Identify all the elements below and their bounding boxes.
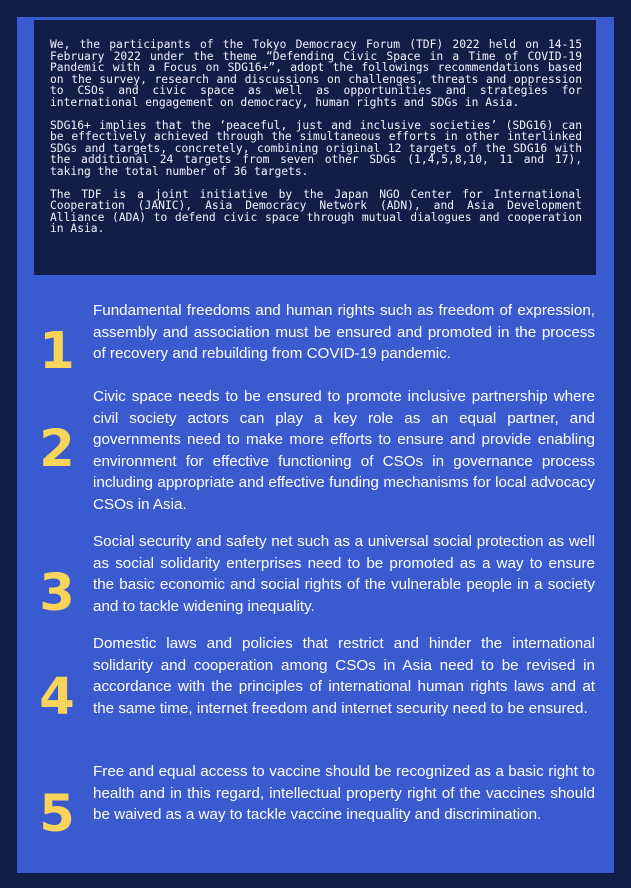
- recommendation-number: 1: [39, 322, 75, 381]
- recommendation-text: Domestic laws and policies that restrict and hinder the international solidarity and cooperation among CSOs in Asia need to be revised in accordance with the principles of international human rights laws and at the same time, internet freedom and internet security need to be ensured.: [93, 635, 595, 717]
- recommendation-number: 3: [39, 564, 75, 623]
- recommendation-text: Social security and safety net such as a universal social protection as well as social solidarity enterprises need to be promoted as a way to ensure the basic economic and social rights of the vulnerable people in a society and to tackle widening inequality.: [93, 533, 595, 615]
- recommendations-panel: [17, 17, 614, 873]
- intro-box: [34, 20, 596, 275]
- intro-paragraph: SDG16+ implies that the ‘peaceful, just and inclusive societies’ (SDG16) can be effectively achieved through the simultaneous efforts in other interlinked SDGs and targets, concretely, combining original 12 targets of the SDG16 with the additional 24 targets from seven other SDGs (1,4,5,8,10, 11 and 17), taking the total number of 36 targets.: [50, 118, 582, 178]
- recommendation-number: 4: [39, 668, 75, 727]
- intro-paragraph: We, the participants of the Tokyo Democracy Forum (TDF) 2022 held on 14-15 February 2022 under the theme “Defending Civic Space in a Time of COVID-19 Pandemic with a Focus on SDG16+”, adopt the followings recommendations based on the survey, research and discussions on challenges, threats and oppression to CSOs and civic space as well as opportunities and strategies for international engagement on democracy, human rights and SDGs in Asia.: [50, 38, 582, 109]
- recommendation-number: 2: [39, 420, 75, 479]
- recommendation-text: Free and equal access to vaccine should be recognized as a basic right to health and in this regard, intellectual property right of the vaccines should be waived as a way to tackle vaccine inequality and discrimination.: [93, 763, 595, 824]
- intro-paragraph: The TDF is a joint initiative by the Japan NGO Center for International Cooperation (JANIC), Asia Democracy Network (ADN), and Asia Development Alliance (ADA) to defend civic space through mutual dialogues and cooperation in Asia.: [50, 187, 582, 236]
- recommendation-number: 5: [39, 785, 75, 844]
- recommendation-text: Fundamental freedoms and human rights such as freedom of expression, assembly and association must be ensured and promoted in the process of recovery and rebuilding from COVID-19 pandemic.: [93, 302, 595, 363]
- recommendation-text: Civic space needs to be ensured to promote inclusive partnership where civil society actors can play a key role as an equal partner, and governments need to make more efforts to ensure and provide enabling environment for effective functioning of CSOs in governance process including appropriate and effective funding mechanisms for local advocacy CSOs in Asia.: [93, 388, 595, 513]
